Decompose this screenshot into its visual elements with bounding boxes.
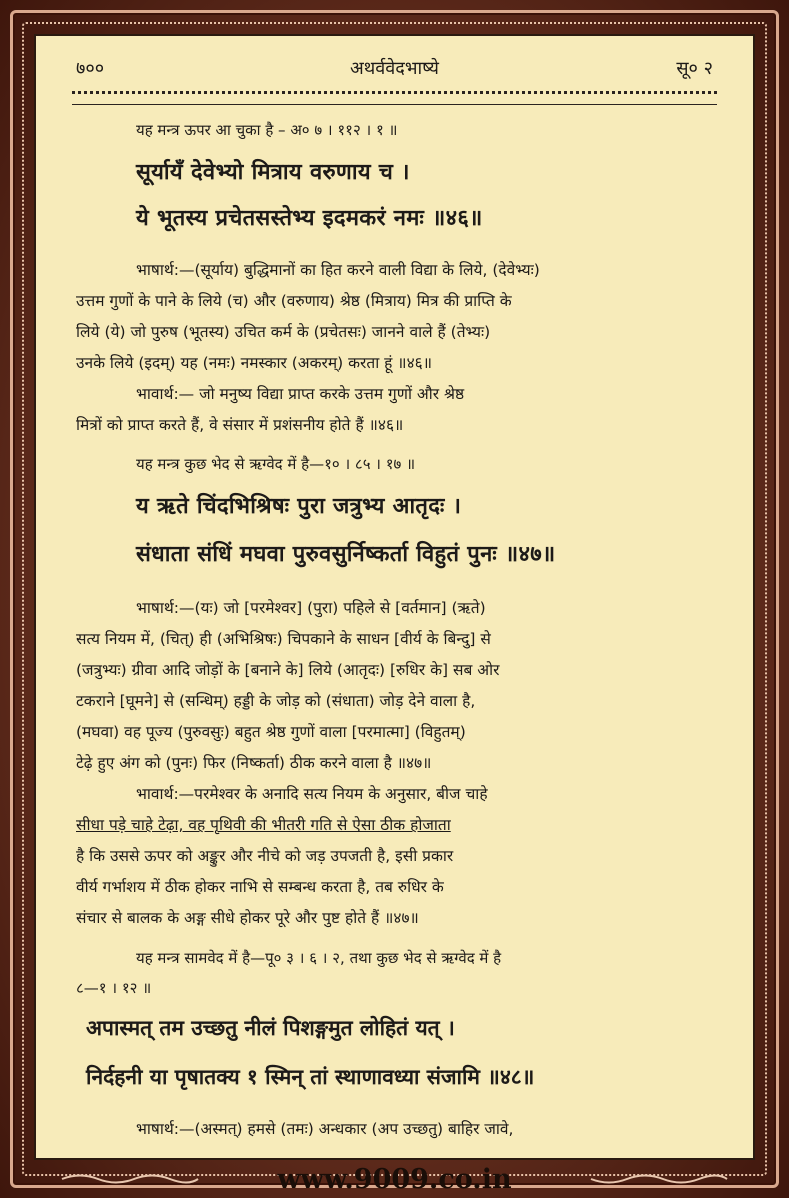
mantra-line: अपास्मत् तम उच्छतु नीलं पिशङ्गमुत लोहितं यत् । [86,1016,455,1040]
reference-note: यह मन्त्र कुछ भेद से ऋग्वेद में है—१० । ८५ । १७ ॥ [136,455,416,473]
page-title: अथर्ववेदभाष्ये [350,58,439,79]
text-line: है कि उससे ऊपर को अङ्कुर और नीचे को जड़ उपजती है, इसी प्रकार [76,847,454,865]
text-line: टेढ़े हुए अंग को (पुनः) फिर (निष्कर्ता) ठीक करने वाला है ॥४७॥ [76,754,432,772]
website-footer: www.9009.co.in [277,1164,512,1195]
text-line: (मघवा) वह पूज्य (पुरुवसुः) बहुत श्रेष्ठ गुणों वाला [परमात्मा] (विहुतम्) [76,723,466,741]
text-line: उनके लिये (इदम्) यह (नमः) नमस्कार (अकरम्) करता हूं ॥४६॥ [76,354,432,372]
text-line: टकराने [घूमने] से (सन्धिम्) हड्डी के जोड़ को (संधाता) जोड़ देने वाला है, [76,692,476,710]
commentary-paragraph [76,1114,717,1145]
mantra-line: य ऋते चिंदभिश्रिषः पुरा जत्रुभ्य आतृदः । [136,494,462,519]
text-line: सत्य नियम में, (चित्) ही (अभिश्रिषः) चिपकाने के साधन [वीर्य के बिन्दु] से [76,630,491,648]
book-page [34,34,755,1160]
mantra-line: संधाता संधिं मघवा पुरुवसुर्निष्कर्ता विहुतं पुनः ॥४७॥ [136,542,556,567]
text-line: भावार्थ:—परमेश्वर के अनादि सत्य नियम के अनुसार, बीज चाहे [136,785,488,803]
text-line: संचार से बालक के अङ्ग सीधे होकर पूरे और पुष्ट होते हैं ॥४७॥ [76,909,419,927]
text-line: भाषार्थ:—(सूर्याय) बुद्धिमानों का हित करने वाली विद्या के लिये, (देवेभ्यः) [136,261,540,279]
text-line: वीर्य गर्भाशय में ठीक होकर नाभि से सम्बन्ध करता है, तब रुधिर के [76,878,444,896]
reference-note: यह मन्त्र ऊपर आ चुका है – अ० ७ । ११२ । १ ॥ [136,121,398,139]
commentary-paragraph [76,255,717,441]
text-line: भाषार्थ:—(यः) जो [परमेश्वर] (पुरा) पहिले से [वर्तमान] (ऋते) [136,599,486,617]
sukta-number: सू० २ [676,58,713,79]
mantra-line: निर्दहनी या पृषातक्य १ स्मिन् तां स्थाणावध्या संजामि ॥४८॥ [86,1065,535,1089]
text-line: भाषार्थ:—(अस्मत्) हमसे (तमः) अन्धकार (अप उच्छतु) बाहिर जावे, [136,1120,514,1138]
text-line: भावार्थ:— जो मनुष्य विद्या प्राप्त करके उत्तम गुणों और श्रेष्ठ [136,385,465,403]
text-line: उत्तम गुणों के पाने के लिये (च) और (वरुणाय) श्रेष्ठ (मित्राय) मित्र की प्राप्ति के [76,292,512,310]
text-line: लिये (ये) जो पुरुष (भूतस्य) उचित कर्म के (प्रचेतसः) जानने वाले हैं (तेभ्यः) [76,323,491,341]
text-line: (जत्रुभ्यः) ग्रीवा आदि जोड़ों के [बनाने के] लिये (आतृदः) [रुधिर के] सब ओर [76,661,500,679]
mantra-line: ये भूतस्य प्रचेतसस्तेभ्य इदमकरं नमः ॥४६॥ [136,206,483,231]
mantra-line: सूर्यायँ देवेभ्यो मित्राय वरुणाय च । [136,160,410,185]
reference-note: ८—१ । १२ ॥ [76,979,152,997]
page-header [76,56,713,86]
header-rule [72,91,717,105]
reference-note: यह मन्त्र सामवेद में है—पू० ३ । ६ । २, तथा कुछ भेद से ऋग्वेद में है [136,949,502,967]
commentary-paragraph [76,593,717,934]
page-number: ७०० [76,58,105,79]
text-line: मित्रों को प्राप्त करते हैं, वे संसार में प्रशंसनीय होते हैं ॥४६॥ [76,416,404,434]
text-line: सीधा पड़े चाहे टेढ़ा, वह पृथिवी की भीतरी गति से ऐसा ठीक होजाता [76,816,451,834]
